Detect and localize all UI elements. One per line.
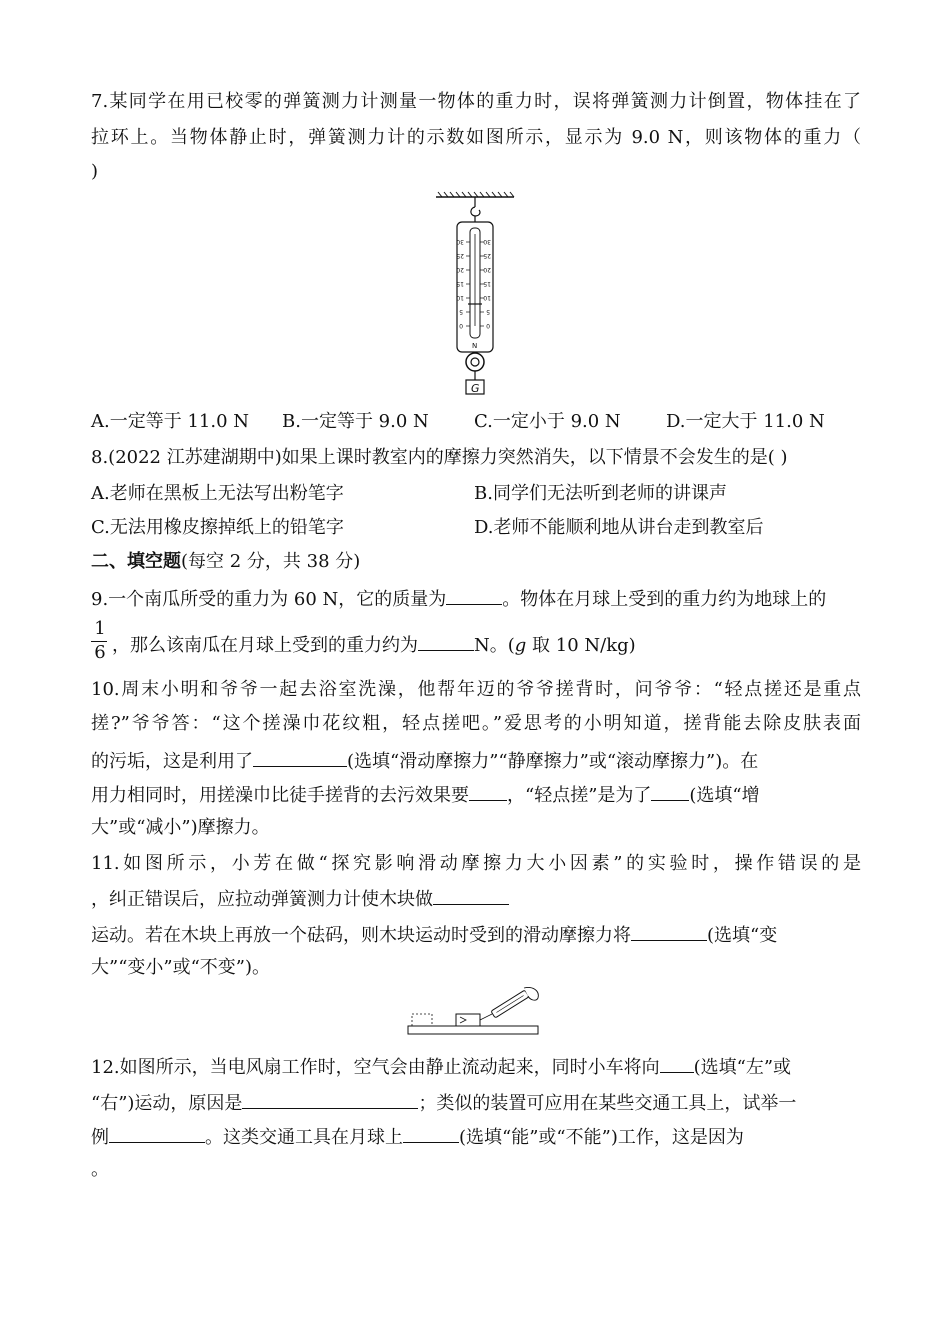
q11-text: ，纠正错误后，应拉动弹簧测力计使木块做 — [91, 889, 433, 910]
q12-text: 例 — [91, 1127, 109, 1148]
q9-line-2 — [112, 630, 636, 660]
scale-left-label: 25 — [456, 252, 464, 259]
q12-text: 12.如图所示，当电风扇工作时，空气会由静止流动起来，同时小车将向 — [91, 1057, 660, 1078]
q10-text: (选填“增 — [689, 785, 760, 806]
section-note: (每空 2 分，共 38 分) — [181, 551, 361, 572]
q10-blank-effect[interactable] — [469, 780, 507, 801]
q12-line-3 — [91, 1122, 861, 1152]
q11-line-4: 大”“变小”或“不变”)。 — [91, 957, 271, 978]
ceiling-hatch — [436, 192, 514, 197]
q8-option-a: A.老师在黑板上无法写出粉笔字 — [91, 483, 344, 504]
scale-right-label: 25 — [483, 252, 491, 259]
q12-text: (选填“能”或“不能”)工作，这是因为 — [459, 1127, 744, 1148]
q9-g-symbol: g — [514, 635, 527, 656]
scale-left-label: 5 — [459, 308, 463, 315]
q10-line-1: 10.周末小明和爷爷一起去浴室洗澡，他帮年迈的爷爷搓背时，问爷爷：“轻点搓还是重点 — [91, 679, 861, 700]
q12-line-1 — [91, 1052, 861, 1082]
q10-blank-friction-type[interactable] — [253, 746, 347, 767]
q12-text: ；类似的装置可应用在某些交通工具上，试举一 — [418, 1093, 797, 1114]
q12-text: “右”)运动，原因是 — [91, 1093, 243, 1114]
q10-text: (选填“滑动摩擦力”“静摩擦力”或“滚动摩擦力”)。在 — [347, 751, 759, 772]
scale-left-label: 20 — [456, 266, 464, 273]
scale-left-label: 30 — [456, 238, 464, 245]
weight-label: G — [471, 382, 480, 395]
q12-line-4: 。 — [91, 1159, 109, 1180]
q12-blank-moon[interactable] — [403, 1122, 459, 1143]
q7-line-1: 7.某同学在用已校零的弹簧测力计测量一物体的重力时，误将弹簧测力计倒置，物体挂在了 — [91, 91, 861, 112]
q10-line-5: 大”或“减小”)摩擦力。 — [91, 817, 270, 838]
scale-unit-label: N — [472, 342, 478, 350]
q11-line-2 — [91, 884, 861, 914]
q7-option-c: C.一定小于 9.0 N — [474, 411, 621, 432]
q12-blank-example[interactable] — [109, 1122, 205, 1143]
q10-blank-purpose[interactable] — [651, 780, 689, 801]
q12-text: 。这类交通工具在月球上 — [205, 1127, 403, 1148]
scale-right-label: 10 — [483, 294, 491, 301]
section-heading — [91, 548, 360, 576]
q9-text: N。( — [474, 635, 515, 656]
q8-option-c: C.无法用橡皮擦掉纸上的铅笔字 — [91, 517, 344, 538]
fraction-denominator: 6 — [94, 642, 106, 663]
scale-right-label: 30 — [483, 238, 491, 245]
q11-text: (选填“变 — [707, 925, 778, 946]
q8-option-b: B.同学们无法听到老师的讲课声 — [474, 483, 727, 504]
q7-line-3: ) — [91, 161, 99, 182]
q9-text: 9.一个南瓜所受的重力为 60 N，它的质量为 — [91, 589, 447, 610]
q11-blank-motion[interactable] — [433, 884, 509, 905]
q10-line-4 — [91, 780, 861, 810]
q12-blank-direction[interactable] — [660, 1052, 694, 1073]
scale-left-label: 0 — [459, 322, 463, 329]
q9-line-1 — [91, 584, 861, 614]
q12-blank-reason[interactable] — [242, 1088, 418, 1109]
scale-left-label: 15 — [456, 280, 464, 287]
q10-text: 用力相同时，用搓澡巾比徒手搓背的去污效果要 — [91, 785, 469, 806]
friction-experiment-figure — [406, 984, 546, 1040]
q8-stem: 8.(2022 江苏建湖期中)如果上课时教室内的摩擦力突然消失，以下情景不会发生的是( ) — [91, 447, 788, 468]
scale-right-label: 15 — [483, 280, 491, 287]
q11-blank-friction-change[interactable] — [631, 920, 707, 941]
q11-line-1: 11.如图所示，小芳在做“探究影响滑动摩擦力大小因素”的实验时，操作错误的是 — [91, 853, 861, 874]
q12-line-2 — [91, 1088, 861, 1118]
q11-line-3 — [91, 920, 861, 950]
q10-line-2: 搓?”爷爷答：“这个搓澡巾花纹粗，轻点搓吧。”爱思考的小明知道，搓背能去除皮肤表面 — [91, 713, 861, 734]
q7-line-2: 拉环上。当物体静止时，弹簧测力计的示数如图所示，显示为 9.0 N，则该物体的重力（ — [91, 127, 861, 148]
q7-option-b: B.一定等于 9.0 N — [282, 411, 429, 432]
q12-text: (选填“左”或 — [693, 1057, 792, 1078]
fraction-numerator: 1 — [94, 618, 106, 639]
section-title: 二、填空题 — [91, 551, 181, 572]
q11-text: 运动。若在木块上再放一个砝码，则木块运动时受到的滑动摩擦力将 — [91, 925, 631, 946]
q10-text: ，“轻点搓”是为了 — [507, 785, 652, 806]
q9-text: 取 10 N/kg) — [526, 635, 636, 656]
spring-scale-figure — [430, 188, 520, 400]
q9-text: 。物体在月球上受到的重力约为地球上的 — [502, 589, 827, 610]
q9-blank-mass[interactable] — [446, 584, 502, 605]
scale-right-label: 5 — [486, 308, 490, 315]
scale-right-label: 0 — [486, 322, 490, 329]
scale-right-label: 20 — [483, 266, 491, 273]
scale-left-label: 10 — [456, 294, 464, 301]
q8-option-d: D.老师不能顺利地从讲台走到教室后 — [474, 517, 764, 538]
q9-blank-moon-gravity[interactable] — [418, 630, 474, 651]
q7-option-a: A.一定等于 11.0 N — [91, 411, 249, 432]
q7-option-d: D.一定大于 11.0 N — [666, 411, 825, 432]
q10-text: 的污垢，这是利用了 — [91, 751, 253, 772]
q9-text: ，那么该南瓜在月球上受到的重力约为 — [112, 635, 418, 656]
q10-line-3 — [91, 746, 861, 776]
